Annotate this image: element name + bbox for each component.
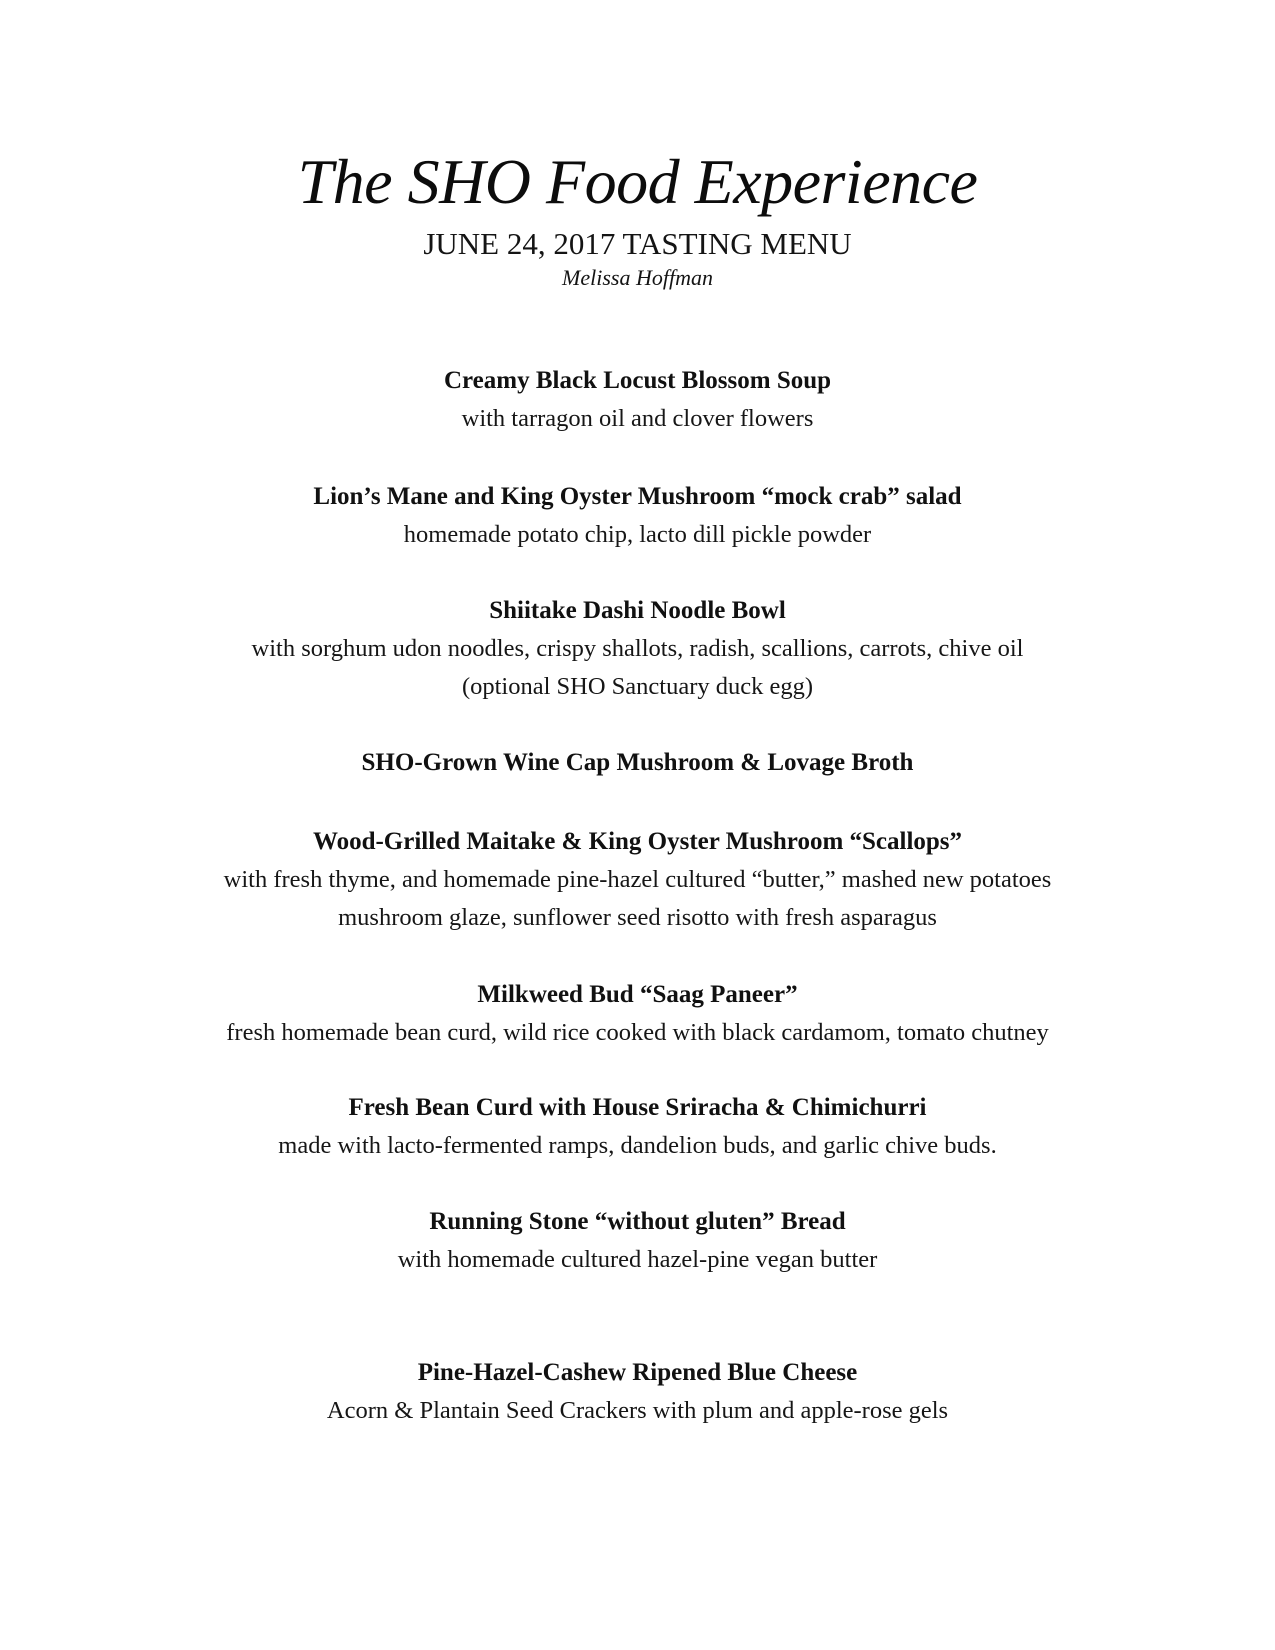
course-item bbox=[0, 362, 1275, 438]
menu-title: The SHO Food Experience bbox=[297, 146, 978, 217]
course-description: with tarragon oil and clover flowers bbox=[461, 405, 814, 432]
course-item bbox=[0, 976, 1275, 1052]
course-description: homemade potato chip, lacto dill pickle powder bbox=[403, 521, 872, 548]
course-description: with sorghum udon noodles, crispy shallots, radish, scallions, carrots, chive oil bbox=[251, 635, 1024, 662]
course-item bbox=[0, 1089, 1275, 1165]
course-description: mushroom glaze, sunflower seed risotto with fresh asparagus bbox=[338, 904, 937, 931]
course-description: made with lacto-fermented ramps, dandelion buds, and garlic chive buds. bbox=[278, 1132, 997, 1159]
course-name: Running Stone “without gluten” Bread bbox=[429, 1208, 846, 1235]
course-description: Acorn & Plantain Seed Crackers with plum and apple-rose gels bbox=[326, 1397, 949, 1424]
course-item bbox=[0, 592, 1275, 706]
course-name: Wood-Grilled Maitake & King Oyster Mushroom “Scallops” bbox=[312, 828, 963, 855]
course-name: Lion’s Mane and King Oyster Mushroom “mock crab” salad bbox=[313, 483, 962, 510]
menu-subtitle: JUNE 24, 2017 TASTING MENU bbox=[423, 226, 852, 261]
course-name: Creamy Black Locust Blossom Soup bbox=[443, 367, 832, 394]
course-item bbox=[0, 823, 1275, 937]
course-item bbox=[0, 744, 1275, 782]
course-item bbox=[0, 478, 1275, 554]
course-name: Milkweed Bud “Saag Paneer” bbox=[477, 981, 798, 1008]
course-description: (optional SHO Sanctuary duck egg) bbox=[461, 673, 814, 700]
course-name: Shiitake Dashi Noodle Bowl bbox=[489, 597, 786, 624]
course-name: Pine-Hazel-Cashew Ripened Blue Cheese bbox=[417, 1359, 858, 1386]
course-name: SHO-Grown Wine Cap Mushroom & Lovage Broth bbox=[361, 749, 914, 776]
course-description: fresh homemade bean curd, wild rice cooked with black cardamom, tomato chutney bbox=[226, 1019, 1049, 1046]
course-item bbox=[0, 1203, 1275, 1279]
course-item bbox=[0, 1354, 1275, 1430]
course-description: with homemade cultured hazel-pine vegan butter bbox=[397, 1246, 878, 1273]
course-name: Fresh Bean Curd with House Sriracha & Chimichurri bbox=[348, 1094, 927, 1121]
course-description: with fresh thyme, and homemade pine-hazel cultured “butter,” mashed new potatoes bbox=[223, 866, 1052, 893]
menu-author: Melissa Hoffman bbox=[562, 265, 713, 290]
